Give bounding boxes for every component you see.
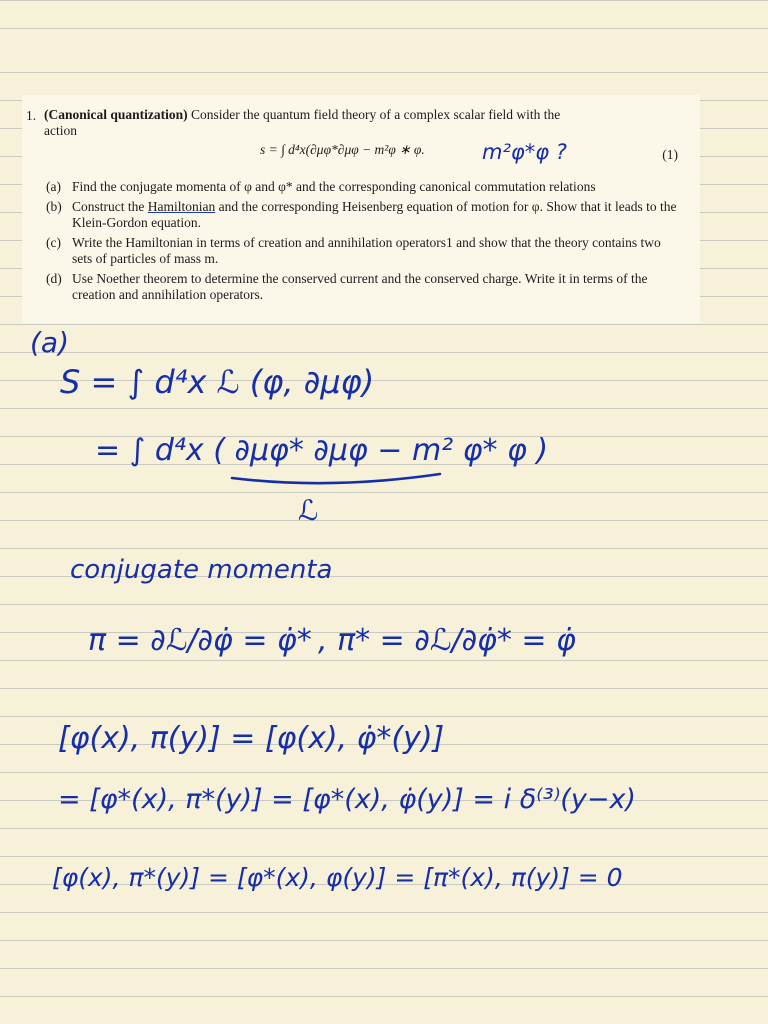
margin-annotation-text: m²φ*φ ? (482, 140, 567, 164)
hw-commutator-2: = [φ*(x), π*(y)] = [φ*(x), φ̇(y)] = i δ⁽³⁾(y−x) (58, 784, 636, 815)
problem-number: 1. (26, 108, 37, 123)
hw-lagrangian-symbol: ℒ (298, 494, 319, 527)
hamiltonian-underlined: Hamiltonian (147, 199, 216, 214)
hw-part-label: (a) (30, 326, 70, 359)
underbrace-stroke (232, 474, 440, 483)
part-b-label: (b) (46, 199, 62, 214)
problem-title: (Canonical quantization) (44, 107, 188, 122)
hw-commutator-1: [φ(x), π(y)] = [φ(x), φ̇*(y)] (58, 721, 445, 756)
hw-momentum-pi-star: , π* = ∂ℒ/∂φ̇* = φ̇ (318, 623, 576, 658)
problem-intro-line1: Consider the quantum field theory of a complex scalar field with the (191, 107, 561, 122)
action-equation: s = ∫ d⁴x(∂μφ*∂μφ − m²φ ∗ φ. (260, 142, 425, 157)
part-b-post: and the corresponding Heisenberg equation of motion for φ. Show that it leads to the Klein-Gordon equation. (72, 199, 677, 230)
hw-lagrangian-line: = ∫ d⁴x ( ∂μφ* ∂μφ − m² φ* φ ) (95, 433, 549, 468)
part-c-text: Write the Hamiltonian in terms of creation and annihilation operators1 and show that the theory contains two sets of particles of mass m. (72, 235, 661, 266)
part-d-label: (d) (46, 271, 62, 286)
hw-commutator-3: [φ(x), π*(y)] = [φ*(x), φ(y)] = [π*(x), π(y)] = 0 (52, 863, 623, 892)
hw-action-line: S = ∫ d⁴x ℒ (φ, ∂μφ) (60, 363, 375, 401)
part-d-text: Use Noether theorem to determine the conserved current and the conserved charge. Write it in terms of the creation and annihilation operators. (72, 271, 648, 302)
part-b-pre: Construct the (72, 199, 145, 214)
problem-intro-line2: action (44, 123, 77, 138)
part-a-text: Find the conjugate momenta of φ and φ* and the corresponding canonical commutation relations (72, 179, 596, 194)
part-c-label: (c) (46, 235, 61, 250)
part-a-label: (a) (46, 179, 61, 194)
equation-number: (1) (662, 147, 678, 162)
hw-conjugate-heading: conjugate momenta (70, 555, 333, 585)
hw-momentum-pi: π = ∂ℒ/∂φ̇ = φ̇* (88, 623, 312, 658)
